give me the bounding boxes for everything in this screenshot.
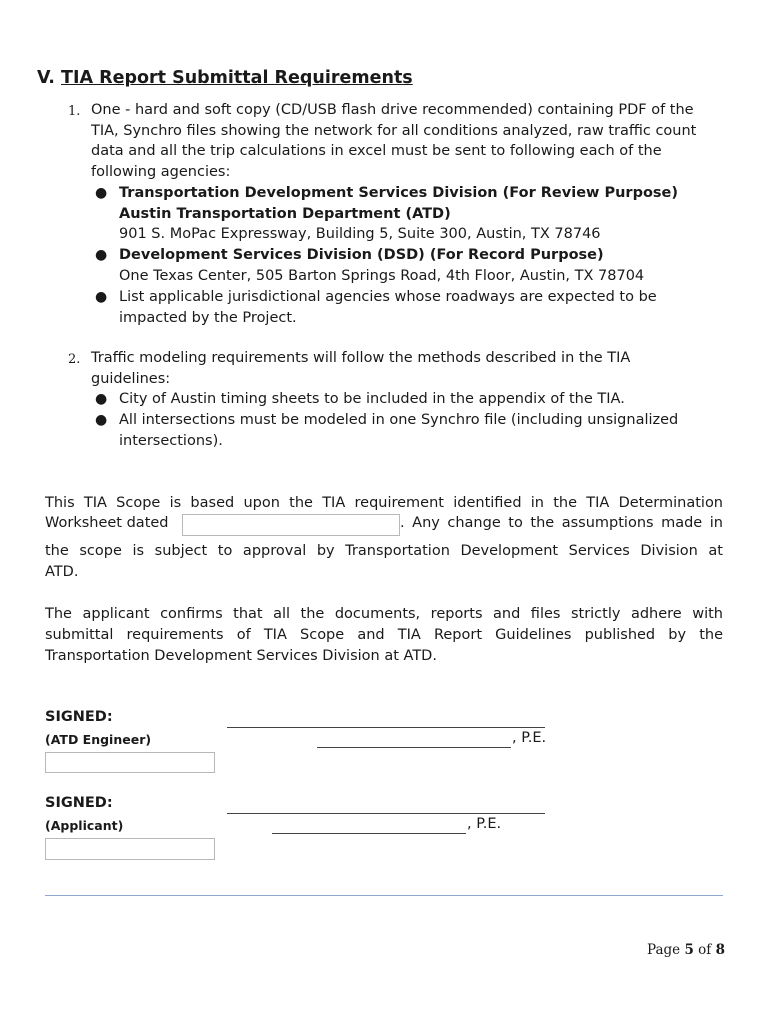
bullet-line: impacted by the Project.: [119, 309, 297, 326]
agency-department: Austin Transportation Department (ATD): [119, 205, 451, 222]
agency-name: Development Services Division (DSD) (For Record Purpose): [119, 247, 604, 263]
bullet-record-agency: [95, 245, 645, 286]
bullet-dot: ●: [95, 247, 108, 263]
heading-title: TIA Report Submittal Requirements: [61, 68, 413, 88]
confirmation-paragraph: The applicant confirms that all the documents, reports and files strictly adhere with submittal requirements of TIA Scope and TIA Report Guidelines published by the Transportation Development Services Division at ATD.: [45, 606, 723, 664]
bullet-review-agency: [95, 183, 679, 245]
signature-line: [227, 797, 545, 814]
pe-suffix: , P.E.: [512, 730, 547, 746]
agency-address: One Texas Center, 505 Barton Springs Road, 4th Floor, Austin, TX 78704: [119, 267, 645, 284]
signed-label: SIGNED:: [45, 709, 113, 725]
pe-suffix: , P.E.: [467, 816, 502, 832]
item-1-line: One - hard and soft copy (CD/USB flash drive recommended) containing PDF of the: [91, 102, 694, 118]
item-1-line: TIA, Synchro files showing the network for all conditions analyzed, raw traffic count: [91, 122, 697, 139]
signer-role: (Applicant): [45, 818, 124, 833]
item-2-line: Traffic modeling requirements will follow the methods described in the TIA: [91, 350, 631, 366]
bullet-dot: ●: [95, 391, 108, 407]
scope-worksheet-line: [45, 514, 723, 541]
scope-line: ATD.: [45, 564, 79, 580]
signature-line: [227, 711, 545, 728]
applicant-name-field[interactable]: [272, 819, 466, 834]
engineer-name-field[interactable]: [317, 733, 511, 748]
scope-line: the scope is subject to approval by Transportation Development Services Division at: [45, 543, 723, 559]
of-word: of: [693, 942, 716, 958]
bullet-synchro: [95, 410, 679, 451]
bullet-dot: ●: [95, 289, 108, 305]
item-1-line: data and all the trip calculations in excel must be sent to following each of the: [91, 143, 662, 160]
worksheet-date-field[interactable]: [182, 514, 400, 536]
page-number: [647, 942, 725, 958]
bullet-line: intersections).: [119, 432, 223, 449]
page-word: Page: [647, 942, 685, 958]
signer-role: (ATD Engineer): [45, 732, 152, 747]
section-heading: [37, 68, 413, 88]
heading-prefix: V.: [37, 68, 62, 88]
item-2-number: 2.: [68, 352, 81, 367]
agency-address: 901 S. MoPac Expressway, Building 5, Suite 300, Austin, TX 78746: [119, 226, 601, 243]
worksheet-after-text: . Any change to the assumptions made in: [400, 515, 723, 531]
scope-paragraph: [45, 493, 723, 583]
item-2-line: guidelines:: [91, 370, 171, 387]
signed-label: SIGNED:: [45, 795, 113, 811]
applicant-signature-field[interactable]: [45, 838, 215, 860]
bullet-line: All intersections must be modeled in one Synchro file (including unsignalized: [119, 412, 679, 428]
bullet-jurisdictional: [95, 287, 657, 328]
worksheet-label: Worksheet dated: [45, 515, 169, 531]
atd-engineer-signature-field[interactable]: [45, 752, 215, 773]
bullet-timing-sheets: [95, 389, 625, 410]
scope-line: This TIA Scope is based upon the TIA requirement identified in the TIA Determination: [45, 495, 723, 511]
bullet-line: List applicable jurisdictional agencies whose roadways are expected to be: [119, 289, 657, 305]
bullet-dot: ●: [95, 412, 108, 428]
agency-name: Transportation Development Services Division (For Review Purpose): [119, 185, 679, 201]
item-1-line: following agencies:: [91, 164, 231, 181]
bullet-line: City of Austin timing sheets to be included in the appendix of the TIA.: [119, 391, 625, 407]
current-page: 5: [684, 942, 694, 958]
footer-divider: [45, 895, 723, 896]
item-1-number: 1.: [68, 104, 81, 119]
item-2-text: [91, 348, 630, 389]
item-1-text: [91, 100, 696, 183]
total-pages: 8: [715, 942, 725, 958]
bullet-dot: ●: [95, 185, 108, 201]
